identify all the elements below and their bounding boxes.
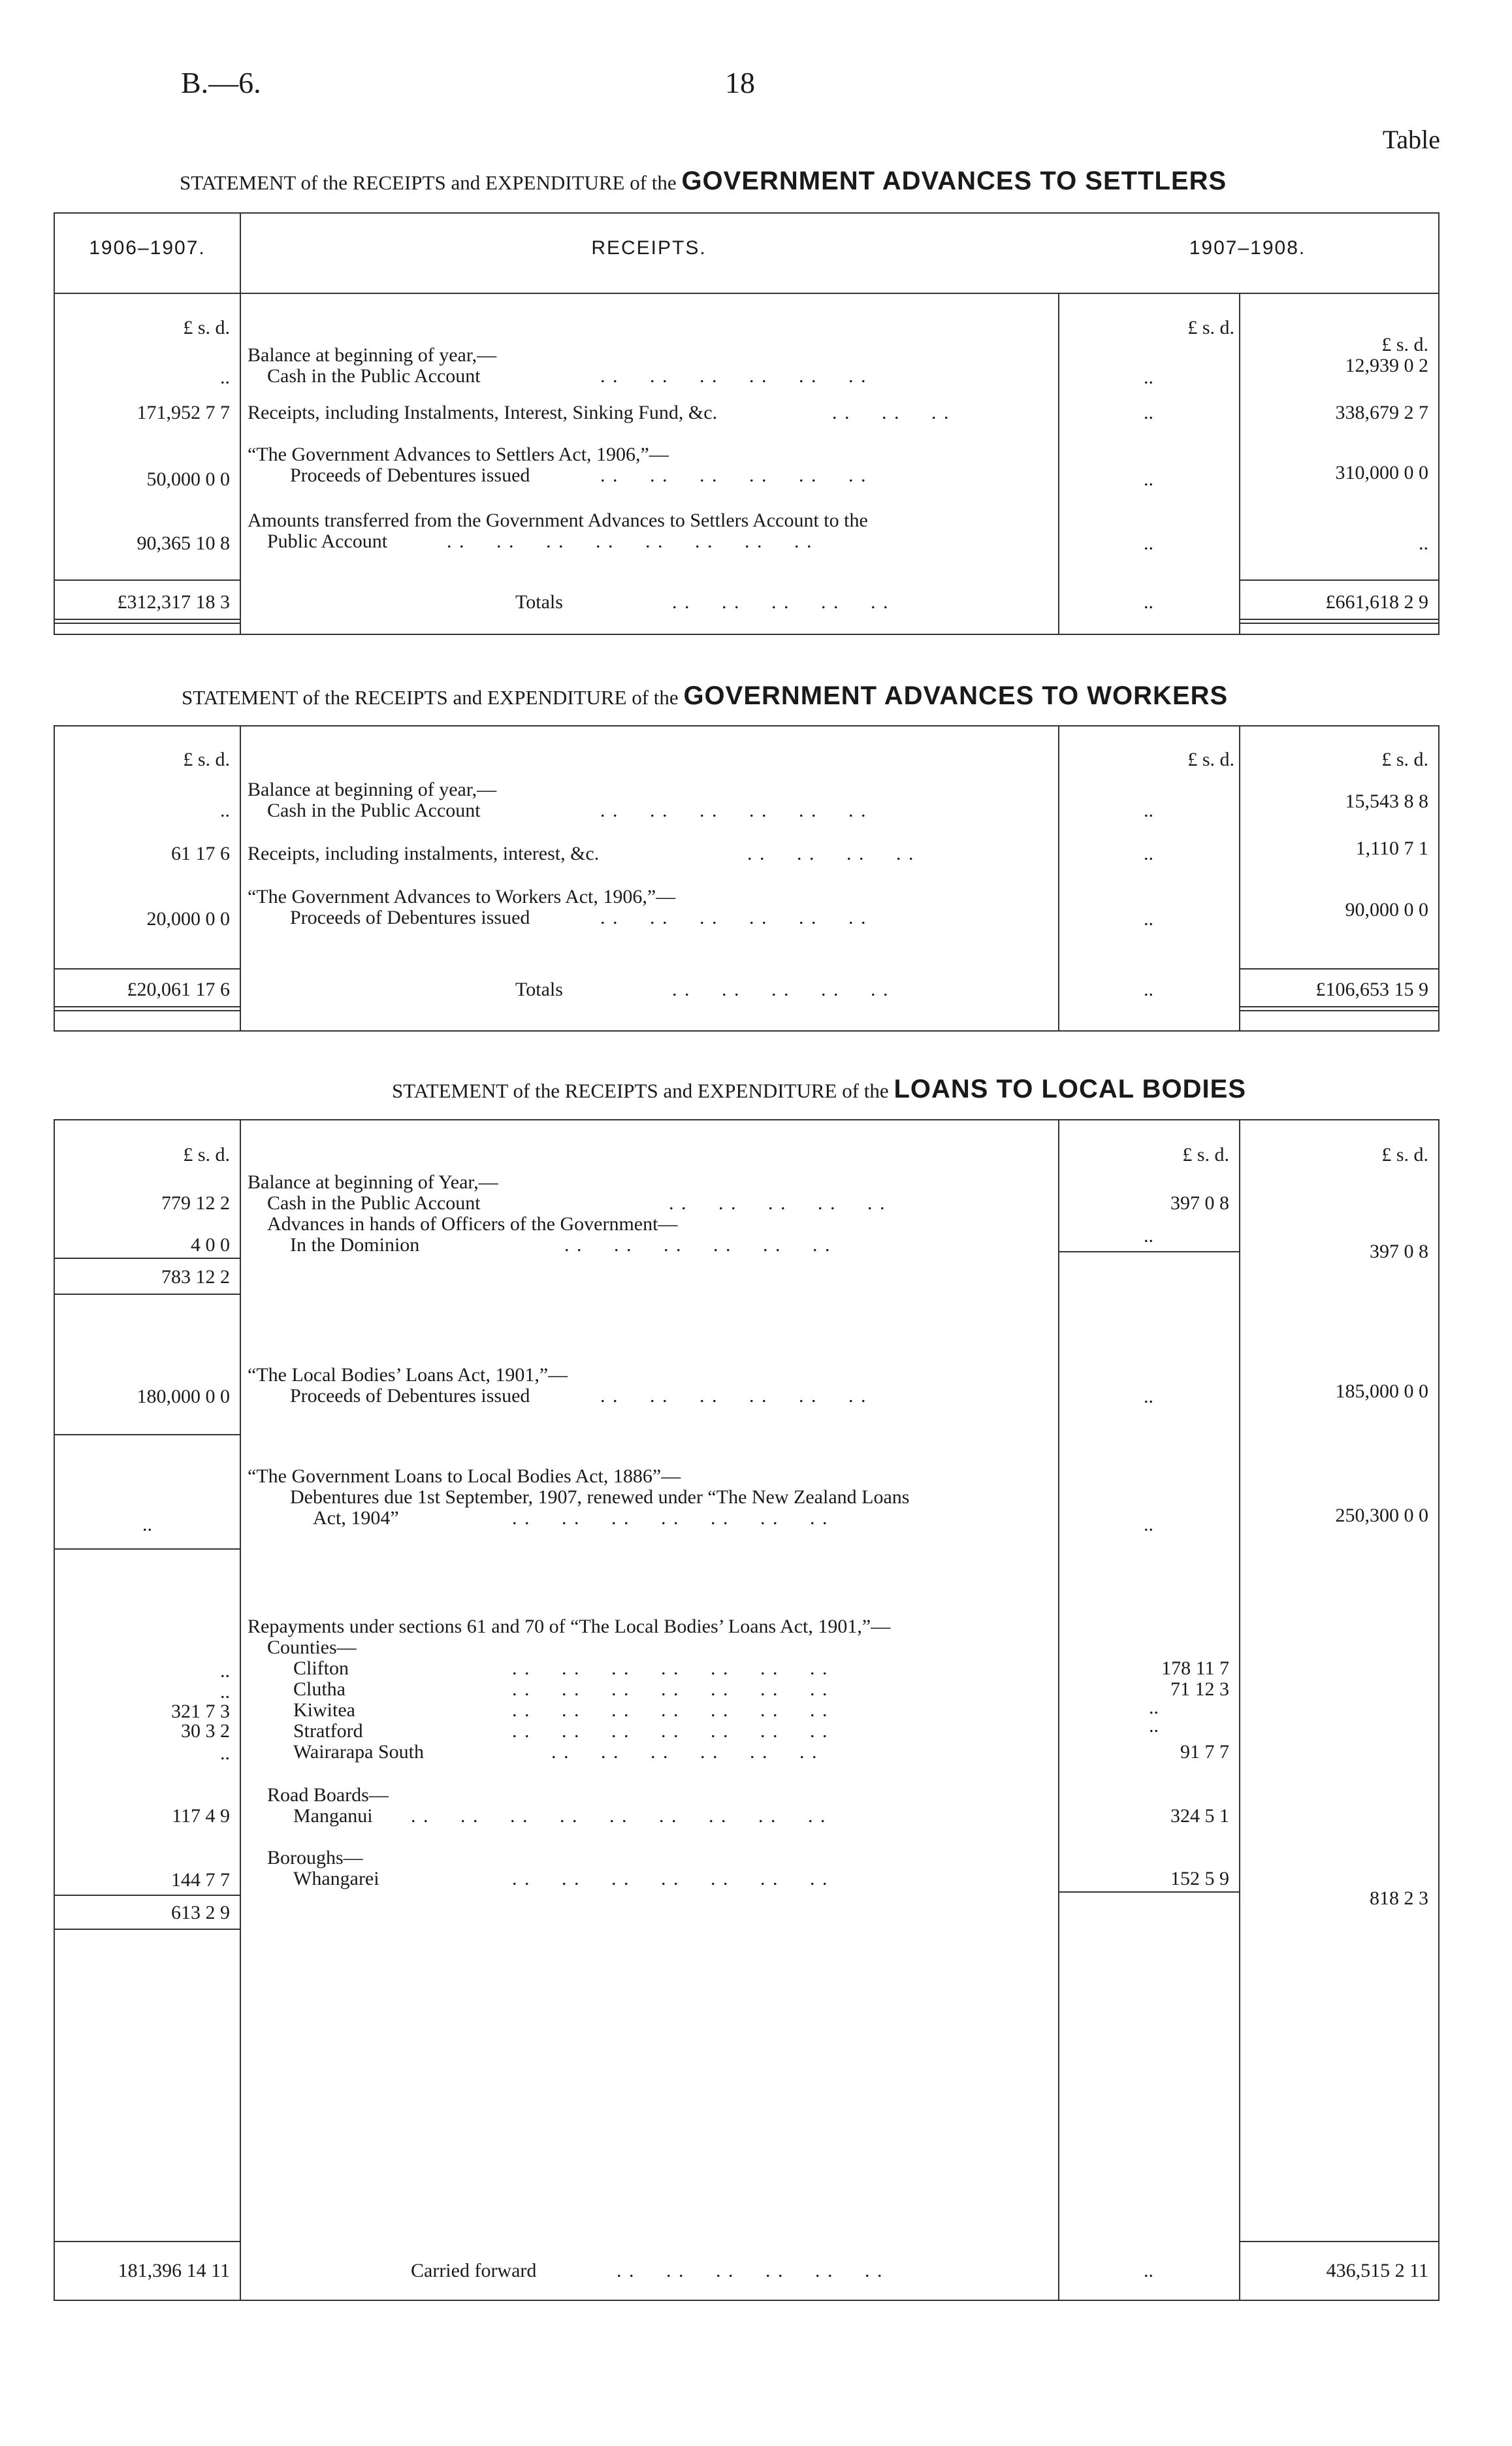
statement-title-local-bodies [392,1075,1246,1104]
table-workers: £ s. d. £ s. d. £ s. d. .. Balance at beginning of year,— Cash in the Public Account . . . . . . . . . . . . .. 15,543 8 8 61 17 6 Receipts, including instalments, interest, &c. . . . . . . . . .. 1,110 7 1 20,000 0 0 “The Government Advances to Workers Act, 1906,”— Proceeds of Debentures issued . . . . . . . . . . . . .. 90,000 0 0 £20,061 17 6 Totals . . . . . . . . . . .. £106,653 15 9 [54,725,1440,1032]
unit-header-right: £ s. d. [1381,1144,1428,1166]
unit-header-left: £ s. d. [183,1144,230,1166]
table-local-bodies: £ s. d. £ s. d. £ s. d. Balance at beginning of Year,— 779 12 2 Cash in the Public Account . . . . . . . . . . 397 0 8 Advances in hands of Officers of the Government— 4 0 0 In the Dominion . . . . . . . . . . . . .. 397 0 8 783 12 2 “The Local Bodies’ Loans Act, 1901,”— Proceeds of Debentures issued . . . . . . . . . . . . 180,000 0 0 .. 185,000 0 0 “The Government Loans to Local Bodies Act, 1886”— Debentures due 1st September, 1907, renewed under “The New Zealand Loans Act, 1904” . . . . . . . . . . . . . . .. .. 250,300 0 0 Repayments under sections 61 and 70 of “The Local Bodies’ Loans Act, 1901,”— Counties— .. Clifton . . . . . . . . . . . . . . 178 11 7 .. Clutha . . . . . . . . . . . . . . 71 12 3 321 7 3 Kiwitea . . . . . . . . . . . . . . .. 30 3 2 Stratford . . . . . . . . . . . . . . .. .. Wairarapa South . . . . . . . . . . . . 91 7 7 Road Boards— 117 4 9 Manganui . . . . . . . . . . . . . . . . . . 324 5 1 Boroughs— 144 7 7 Whangarei . . . . . . . . . . . . . . 152 5 9 818 2 3 613 2 9 181,396 14 11 Carried forward . . . . . . . . . . . . .. 436,515 2 11 [54,1119,1440,2301]
column-header-previous-year: 1906–1907. [89,237,206,259]
title-bold: GOVERNMENT ADVANCES TO SETTLERS [681,167,1227,195]
title-bold: LOANS TO LOCAL BODIES [893,1075,1246,1103]
title-prefix: STATEMENT of the RECEIPTS and EXPENDITURE of the [180,171,677,194]
column-header-receipts: RECEIPTS. [591,237,707,259]
unit-header-right: £ s. d. [1381,749,1428,770]
page-number: 18 [725,66,755,99]
document-reference: B.—6. [181,66,261,99]
column-header-current-year: 1907–1908. [1189,237,1306,259]
title-bold: GOVERNMENT ADVANCES TO WORKERS [683,681,1229,710]
unit-header-left: £ s. d. [183,749,230,770]
statement-title-settlers [180,167,1227,196]
title-prefix: STATEMENT of the RECEIPTS and EXPENDITURE of the [392,1079,889,1102]
table-settlers: 1906–1907. RECEIPTS. 1907–1908. £ s. d. £ s. d. £ s. d. .. Balance at beginning of year,— Cash in the Public Account . . . . . . . . . . . . .. 12,939 0 2 171,952 7 7 Receipts, including Instalments, Interest, Sinking Fund, &c. . . . . . . .. 338,679 2 7 50,000 0 0 “The Government Advances to Settlers Act, 1906,”— Proceeds of Debentures issued . . . . . . . . . . . . .. 310,000 0 0 90,365 10 8 Amounts transferred from the Government Advances to Settlers Account to the Public Account . . . . . . . . . . . . . . . . .. .. £312,317 18 3 Totals . . . . . . . . . . .. £661,618 2 9 [54,212,1440,635]
unit-header-right: £ s. d. [1381,334,1428,355]
table-label: Table [1382,125,1440,154]
unit-header-left: £ s. d. [183,317,230,338]
unit-header-inner: £ s. d. [1187,749,1234,770]
unit-header-inner: £ s. d. [1182,1144,1229,1166]
statement-title-workers [182,681,1228,711]
unit-header-inner: £ s. d. [1187,317,1234,338]
title-prefix: STATEMENT of the RECEIPTS and EXPENDITURE of the [182,686,679,709]
